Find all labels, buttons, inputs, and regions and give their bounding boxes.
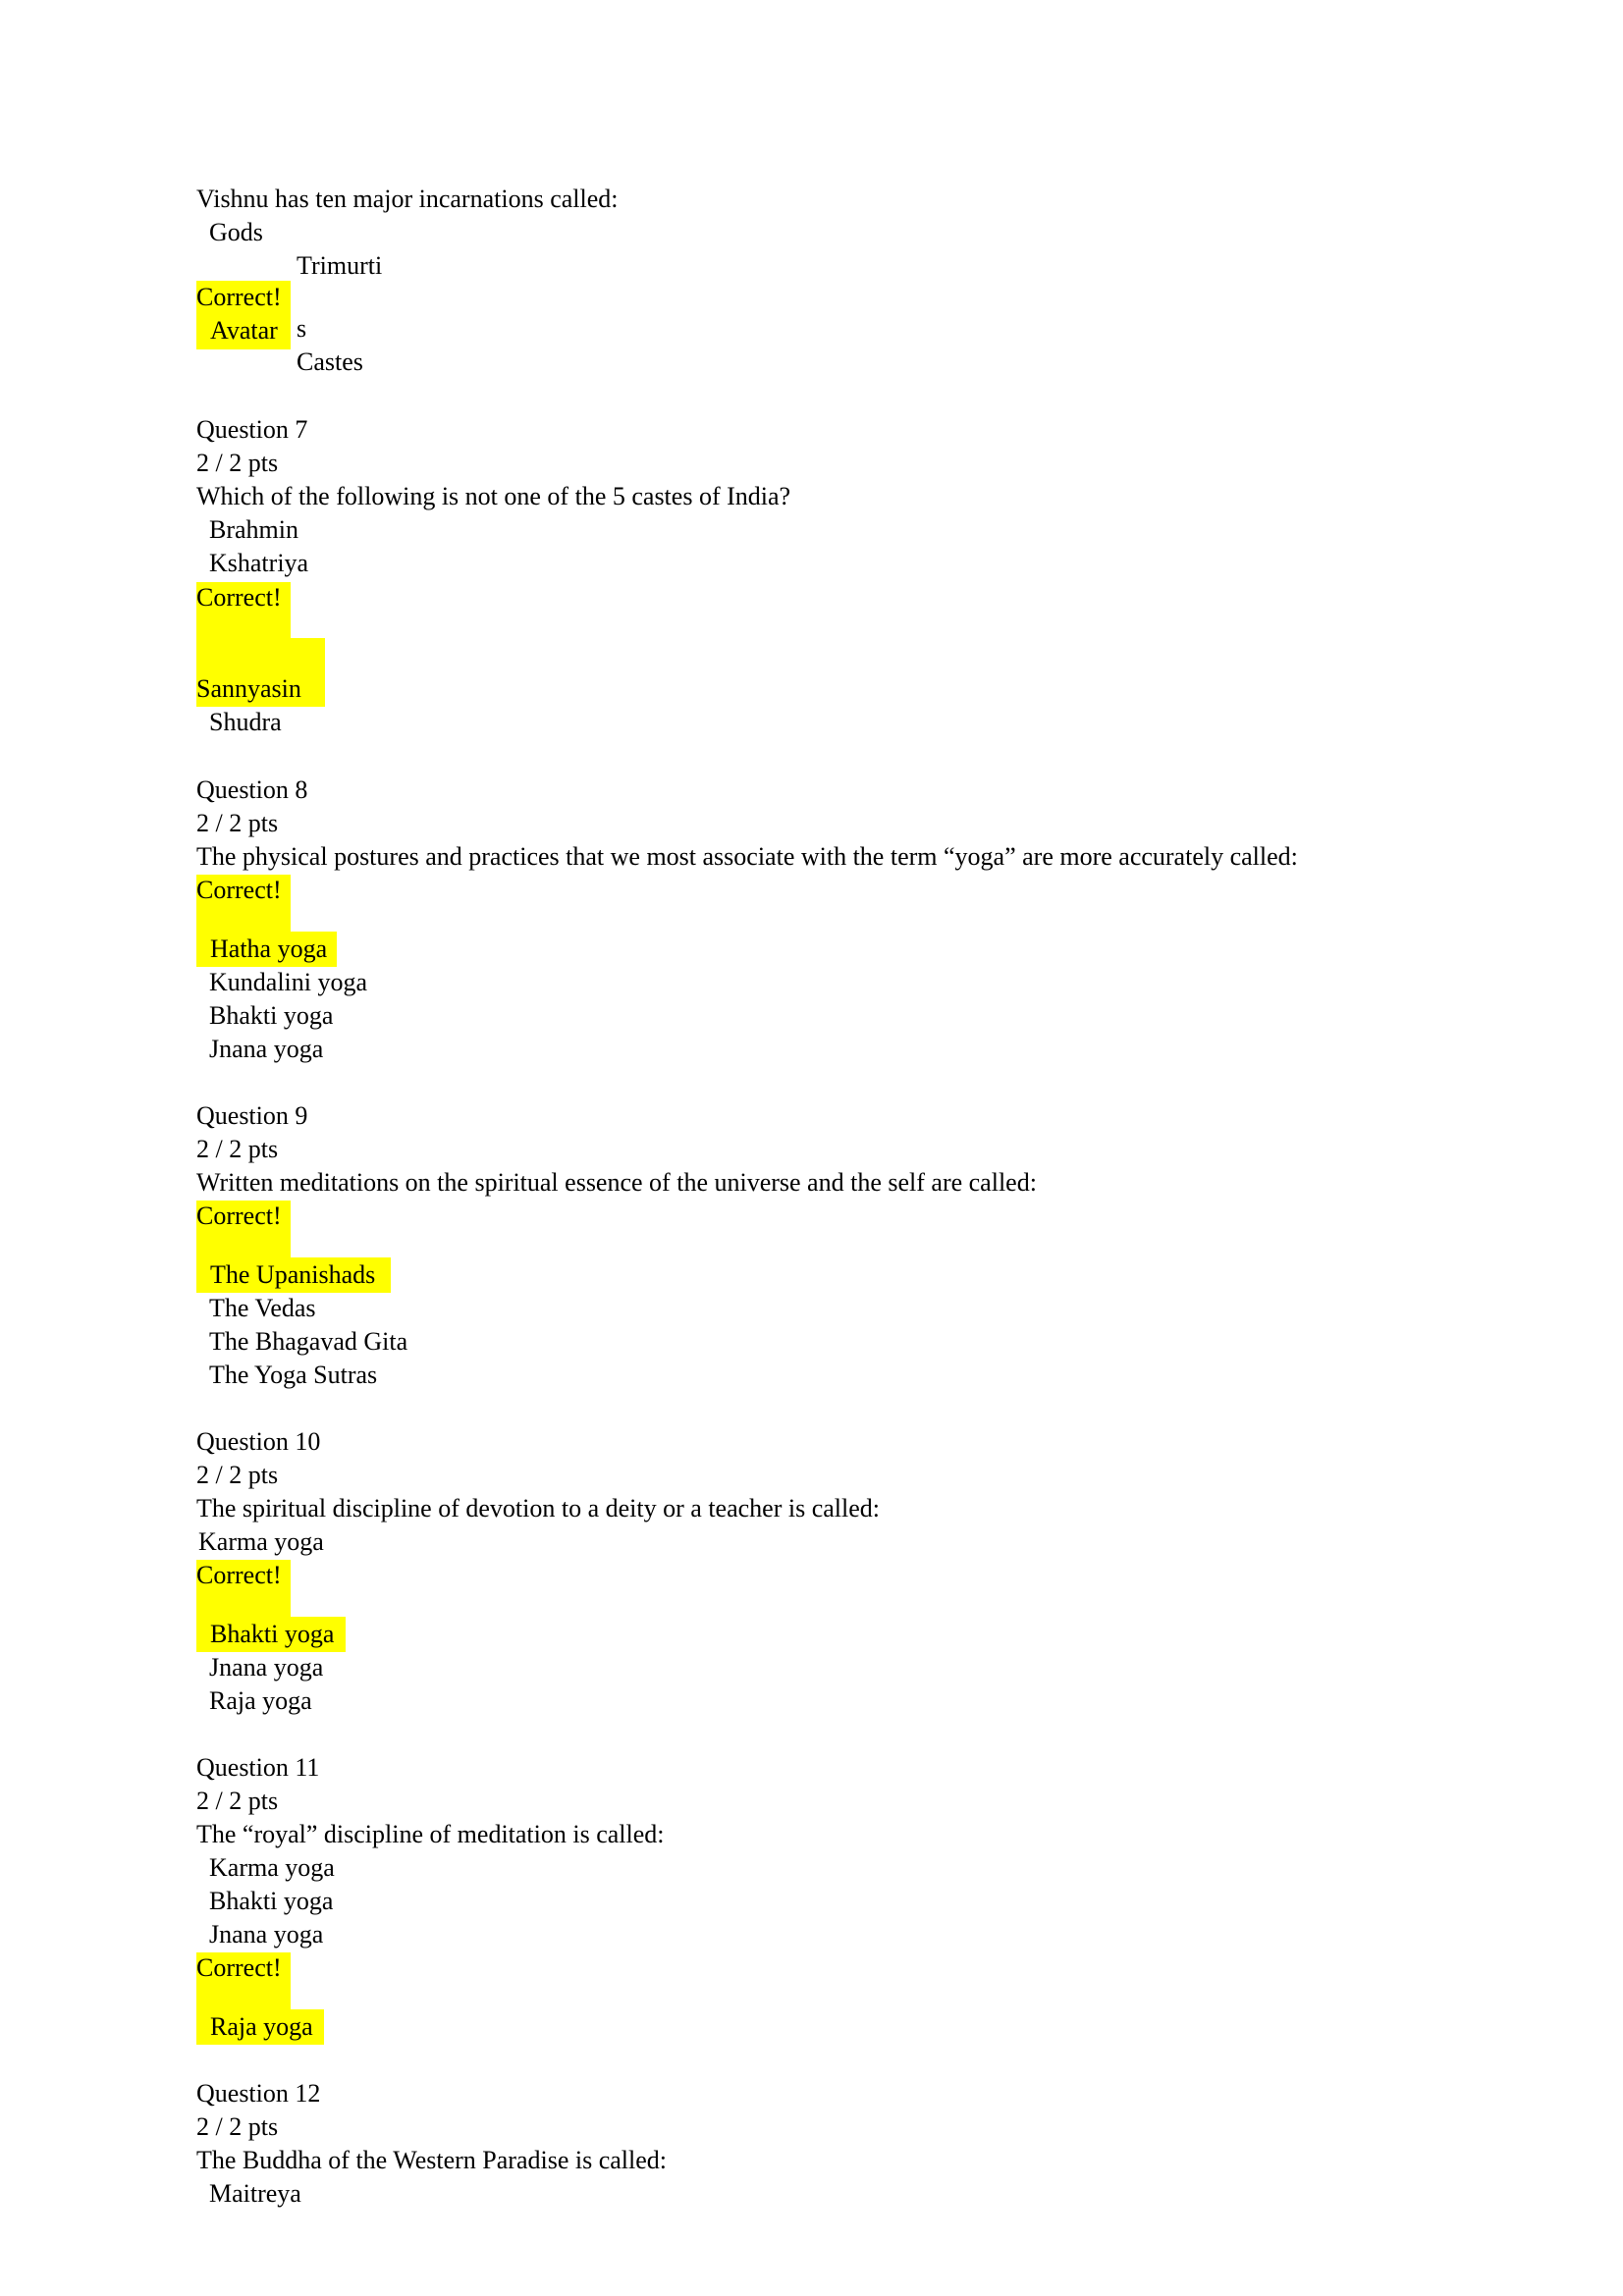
- question-text: The spiritual discipline of devotion to a deity or a teacher is called:: [196, 1494, 880, 1522]
- correct-label: Correct!: [196, 1201, 282, 1230]
- question-points: 2 / 2 pts: [196, 1787, 279, 1815]
- question-points: 2 / 2 pts: [196, 1135, 279, 1163]
- correct-answer: Sannyasin: [196, 674, 301, 703]
- answer-option: Bhakti yoga: [209, 1001, 334, 1030]
- question-title: Question 11: [196, 1753, 320, 1782]
- answer-option: Shudra: [209, 708, 282, 736]
- correct-answer: The Upanishads: [210, 1260, 376, 1289]
- answer-option: Trimurti: [297, 251, 383, 280]
- answer-option: Karma yoga: [198, 1527, 324, 1556]
- answer-option: Castes: [297, 347, 363, 376]
- answer-option: The Vedas: [209, 1294, 316, 1322]
- question-title: Question 7: [196, 415, 308, 444]
- answer-option: The Bhagavad Gita: [209, 1327, 408, 1356]
- question-text: The “royal” discipline of meditation is called:: [196, 1820, 665, 1848]
- correct-label: Correct!: [196, 1953, 282, 1982]
- correct-label: Correct!: [196, 876, 282, 904]
- answer-option: Kundalini yoga: [209, 968, 368, 996]
- correct-answer: Hatha yoga: [210, 934, 328, 963]
- question-text: The Buddha of the Western Paradise is called:: [196, 2146, 668, 2174]
- correct-label: Correct!: [196, 583, 282, 612]
- answer-option: Raja yoga: [209, 1686, 312, 1715]
- correct-answer: Raja yoga: [210, 2012, 313, 2041]
- answer-option: Karma yoga: [209, 1853, 335, 1882]
- correct-label: Correct!: [196, 281, 291, 314]
- answer-option: Kshatriya: [209, 549, 309, 577]
- answer-option: Brahmin: [209, 515, 298, 544]
- question-points: 2 / 2 pts: [196, 809, 279, 837]
- answer-option: s: [297, 314, 307, 343]
- question-title: Question 9: [196, 1101, 308, 1130]
- answer-option: Jnana yoga: [209, 1035, 324, 1063]
- question-points: 2 / 2 pts: [196, 449, 279, 477]
- correct-label: Correct!: [196, 1561, 282, 1589]
- question-text: Which of the following is not one of the 5 castes of India?: [196, 482, 791, 510]
- answer-option: Gods: [209, 218, 263, 246]
- correct-answer: Bhakti yoga: [210, 1620, 335, 1648]
- question-title: Question 8: [196, 775, 308, 804]
- question-points: 2 / 2 pts: [196, 2112, 279, 2141]
- correct-answer: Avatar: [196, 314, 291, 349]
- question-title: Question 10: [196, 1427, 321, 1456]
- answer-option: Jnana yoga: [209, 1653, 324, 1682]
- answer-option: Maitreya: [209, 2179, 301, 2208]
- answer-option: Bhakti yoga: [209, 1887, 334, 1915]
- question-text: Vishnu has ten major incarnations called:: [196, 185, 619, 213]
- question-title: Question 12: [196, 2079, 321, 2108]
- question-text: The physical postures and practices that we most associate with the term “yoga” are more accurately called:: [196, 842, 1298, 871]
- question-text: Written meditations on the spiritual essence of the universe and the self are called:: [196, 1168, 1037, 1197]
- answer-option: Jnana yoga: [209, 1920, 324, 1949]
- question-points: 2 / 2 pts: [196, 1461, 279, 1489]
- answer-option: The Yoga Sutras: [209, 1361, 378, 1389]
